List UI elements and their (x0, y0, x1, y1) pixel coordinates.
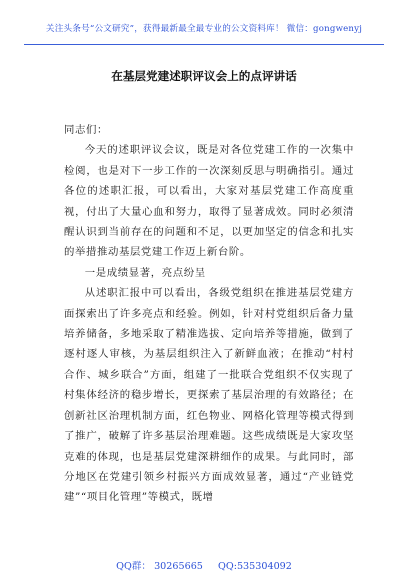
footer-contact (0, 558, 408, 572)
header-divider (24, 44, 384, 45)
paragraph-achievements: 从述职汇报中可以看出，各级党组织在推进基层党建方面探索出了许多亮点和经验。例如，针对村党组织后备力量培养储备，多地采取了精准选拔、定向培养等措施，做到了逐村逐人审核，为基层组织注入了新鲜血液；在推动“村村合作、城乡联合”方面，组建了一批联合党组织不仅实现了村集体经济的稳步增长，更探索了基层治理的有效路径；在创新社区治理机制方面，红色物业、网格化管理等模式得到了推广，破解了许多基层治理难题。这些成绩既是大家攻坚克难的体现，也是基层党建深耕细作的成果。与此同时，部分地区在党建引领乡村振兴方面成效显著，通过“产业链党建”“项目化管理”等模式，既增 (64, 287, 354, 504)
document-body (64, 120, 354, 508)
header-banner: 关注头条号“公文研究”，获得最新最全最专业的公文资料库！ 微信：gongwenyj (45, 24, 363, 34)
footer-qq-group: QQ群： 30265665 (116, 561, 203, 572)
footer-qq: QQ:535304092 (217, 561, 292, 572)
section-heading: 一是成绩显著，亮点纷呈 (84, 266, 206, 279)
salutation: 同志们： (64, 124, 108, 136)
document-title: 在基层党建述职评议会上的点评讲话 (111, 69, 297, 83)
paragraph-intro: 今天的述职评议会议，既是对各位党建工作的一次集中检阅，也是对下一步工作的一次深刻反思与明确指引。通过各位的述职汇报，可以看出，大家对基层党建工作高度重视，付出了大量心血和努力，取得了显著成效。同时必须清醒认识到当前存在的问题和不足，以更加坚定的信念和扎实的举措推动基层党建工作迈上新台阶。 (64, 144, 354, 259)
